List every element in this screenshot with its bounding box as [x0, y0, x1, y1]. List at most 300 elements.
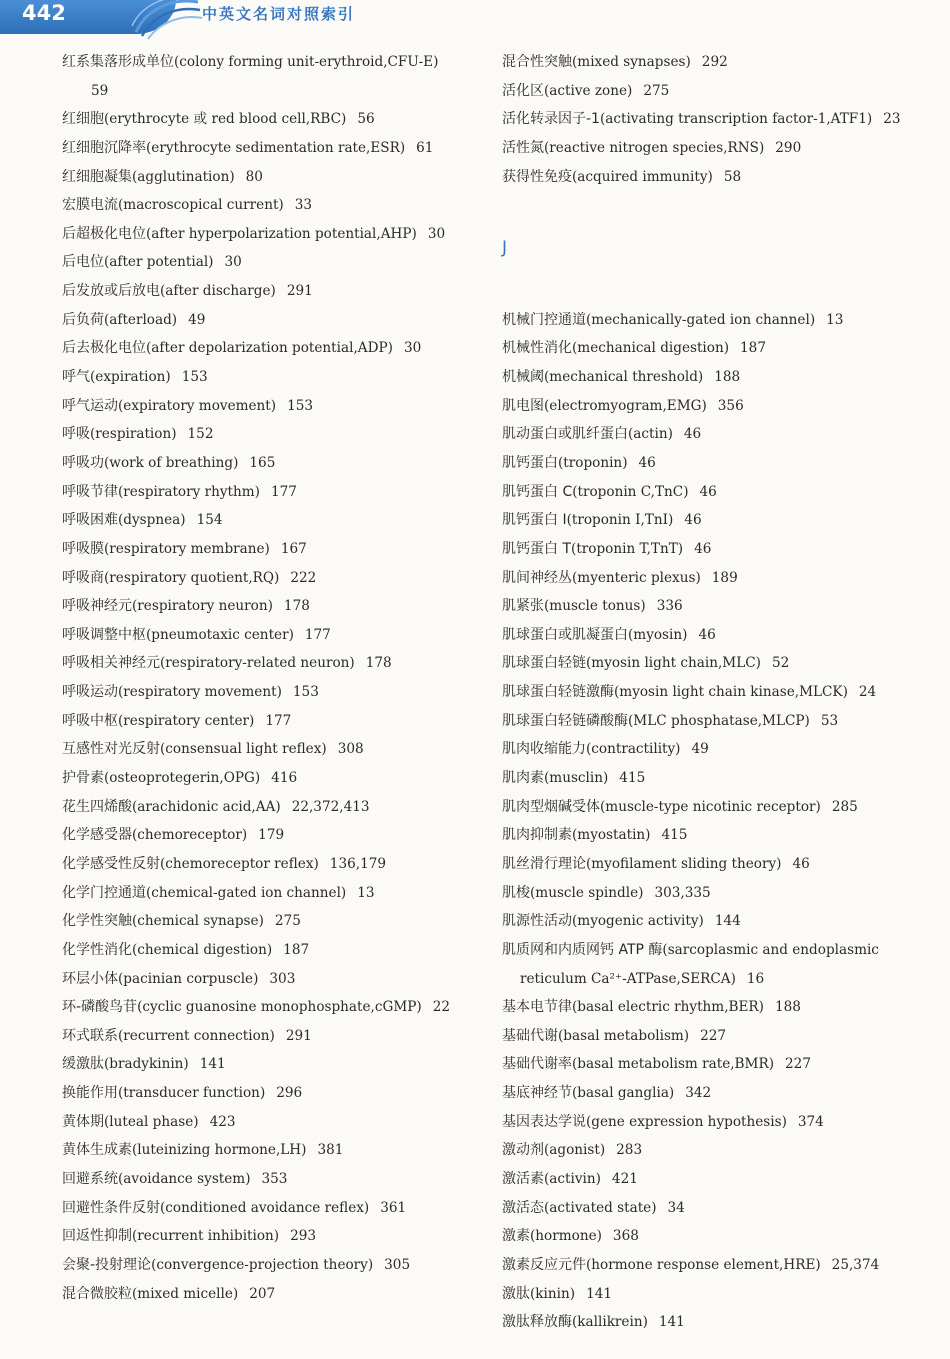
- entry-term-en: (kallikrein): [572, 1314, 648, 1331]
- index-entry: [62, 735, 492, 764]
- entry-term-en: (muscle-type nicotinic receptor): [600, 798, 821, 815]
- index-entry: [502, 793, 922, 822]
- entry-term-zh: 肌钙蛋白 T: [502, 540, 572, 557]
- entry-page-ref: 23: [883, 111, 901, 128]
- index-entry: [502, 564, 922, 593]
- index-entry: [62, 1079, 492, 1108]
- entry-term-zh: 呼吸节律: [62, 483, 118, 500]
- entry-term-zh: 激素反应元件: [502, 1256, 586, 1273]
- entry-term-en: (mixed micelle): [132, 1285, 239, 1302]
- entry-page-ref: 16: [746, 970, 765, 987]
- entry-page-ref: 165: [249, 454, 276, 471]
- entry-term-en: (consensual light reflex): [160, 741, 327, 758]
- entry-page-ref: 22,372,413: [291, 798, 370, 815]
- entry-term-en: reticulum Ca²⁺-ATPase,SERCA): [520, 970, 736, 987]
- entry-term-zh: 呼吸困难: [62, 512, 118, 529]
- entry-term-en: (respiratory center): [118, 712, 255, 729]
- index-entry: [502, 707, 922, 736]
- entry-page-ref: 167: [280, 540, 307, 557]
- index-entry: [62, 993, 492, 1022]
- entry-page-ref: 153: [287, 397, 314, 414]
- entry-page-ref: 178: [365, 655, 392, 672]
- entry-term-zh: 获得性免疫: [502, 168, 572, 185]
- entry-term-en: (osteoprotegerin,OPG): [104, 770, 261, 787]
- index-entry: [62, 334, 492, 363]
- index-entry: [62, 621, 492, 650]
- entry-term-en: (gene expression hypothesis): [586, 1113, 787, 1130]
- entry-page-ref: 177: [304, 626, 331, 643]
- entry-term-en: (troponin): [558, 454, 628, 471]
- entry-page-ref: 56: [357, 111, 375, 128]
- index-entry: [62, 535, 492, 564]
- entry-page-ref: 227: [700, 1027, 727, 1044]
- entry-page-ref: 49: [188, 311, 206, 328]
- entry-term-en: (MLC phosphatase,MLCP): [628, 712, 810, 729]
- index-entry: [502, 392, 922, 421]
- entry-page-ref: 305: [384, 1256, 411, 1273]
- entry-page-ref: 141: [658, 1314, 685, 1331]
- entry-term-en: (work of breathing): [104, 454, 239, 471]
- entry-term-en: (mechanical digestion): [572, 340, 730, 357]
- entry-term-zh: 肌肉素: [502, 770, 544, 787]
- entry-term-zh: 肌球蛋白轻链激酶: [502, 684, 614, 701]
- entry-page-ref: 188: [774, 999, 801, 1016]
- index-entry: [502, 134, 922, 163]
- entry-term-en: (erythrocyte 或 red blood cell,RBC): [104, 111, 347, 128]
- entry-term-en: (luteinizing hormone,LH): [132, 1142, 307, 1159]
- index-entry: [62, 850, 492, 879]
- index-entry: [502, 649, 922, 678]
- entry-term-zh: 激动剂: [502, 1142, 544, 1159]
- index-entry: [62, 48, 492, 77]
- entry-term-zh: 回避系统: [62, 1170, 118, 1187]
- entry-page-ref: 188: [714, 369, 741, 386]
- entry-term-zh: 黄体期: [62, 1113, 104, 1130]
- entry-term-zh: 激活素: [502, 1171, 544, 1187]
- entry-term-en: (chemoreceptor): [132, 827, 248, 844]
- index-entry: [502, 907, 922, 936]
- index-entry: [502, 993, 922, 1022]
- entry-term-en: (respiratory neuron): [132, 598, 273, 615]
- index-entry: [502, 506, 922, 535]
- entry-term-zh: 肌钙蛋白 C: [502, 483, 573, 500]
- entry-page-ref: 177: [270, 483, 297, 500]
- entry-page-ref: 80: [245, 168, 263, 185]
- entry-term-zh: 互感性对光反射: [62, 741, 160, 758]
- entry-term-zh: 呼吸运动: [62, 684, 118, 701]
- entry-term-en: (contractility): [586, 741, 681, 758]
- index-entry: [502, 1222, 922, 1251]
- entry-term-zh: 回避性条件反射: [62, 1199, 160, 1216]
- entry-term-zh: 活化转录因子-1: [502, 111, 600, 128]
- index-entry: [62, 564, 492, 593]
- index-entry: [62, 306, 492, 335]
- index-entry: [62, 1108, 492, 1137]
- entry-page-ref: 49: [691, 741, 709, 758]
- index-entry: [62, 420, 492, 449]
- index-entry: [502, 592, 922, 621]
- entry-term-zh: 红系集落形成单位: [62, 54, 174, 70]
- entry-term-zh: 会聚-投射理论: [62, 1256, 152, 1273]
- index-entry: [62, 191, 492, 220]
- entry-page-ref: 34: [667, 1199, 685, 1216]
- right-column-j-entries: [502, 306, 922, 1337]
- index-entry: [62, 965, 492, 994]
- entry-term-en: (after depolarization potential,ADP): [146, 340, 393, 357]
- entry-term-en: (active zone): [544, 82, 633, 99]
- entry-term-en: (mechanical threshold): [544, 369, 704, 386]
- page-header: [0, 0, 950, 40]
- swirl-logo-icon: [128, 0, 204, 40]
- entry-page-ref: 336: [656, 598, 683, 615]
- index-entry: [502, 420, 922, 449]
- entry-term-en: (expiratory movement): [118, 397, 277, 414]
- entry-page-ref: 46: [683, 426, 702, 443]
- entry-term-en: (dyspnea): [118, 512, 186, 529]
- page-number: 442: [22, 1, 66, 25]
- entry-term-zh: 呼吸中枢: [62, 712, 118, 729]
- entry-term-zh: 呼吸膜: [62, 540, 104, 557]
- entry-term-zh: 基本电节律: [502, 999, 572, 1016]
- entry-term-en: (luteal phase): [104, 1113, 199, 1130]
- entry-term-en: (cyclic guanosine monophosphate,cGMP): [137, 999, 422, 1016]
- index-entry: [62, 793, 492, 822]
- index-entry: [62, 936, 492, 965]
- index-entry: [502, 1251, 922, 1280]
- entry-term-en: (erythrocyte sedimentation rate,ESR): [146, 139, 406, 156]
- entry-term-zh: 机械性消化: [502, 340, 572, 357]
- entry-page-ref: 293: [290, 1228, 317, 1245]
- entry-page-ref: 33: [294, 197, 313, 214]
- entry-term-en: (conditioned avoidance reflex): [160, 1199, 370, 1216]
- entry-page-ref: 53: [820, 712, 839, 729]
- entry-page-ref: 368: [612, 1228, 639, 1245]
- entry-page-ref: 178: [283, 598, 310, 615]
- entry-term-zh: 宏膜电流: [62, 197, 118, 214]
- entry-term-zh: 激肽: [502, 1285, 530, 1302]
- entry-page-ref: 361: [380, 1199, 407, 1216]
- index-entry: [502, 850, 922, 879]
- index-entry: [502, 105, 922, 134]
- entry-term-zh: 换能作用: [62, 1085, 118, 1102]
- left-column: [62, 48, 492, 1308]
- entry-term-en: (chemical digestion): [132, 941, 273, 958]
- entry-term-en: (agonist): [544, 1142, 606, 1159]
- entry-term-en: (pacinian corpuscle): [118, 970, 259, 987]
- index-entry: [62, 449, 492, 478]
- entry-page-ref: 179: [258, 827, 285, 844]
- entry-page-ref: 61: [416, 139, 434, 156]
- entry-page-ref: 136,179: [329, 855, 387, 872]
- entry-term-en: (respiratory movement): [118, 684, 282, 701]
- index-entry: [62, 363, 492, 392]
- entry-term-zh: 后负荷: [62, 311, 104, 328]
- index-entry: [62, 678, 492, 707]
- entry-page-ref: 24: [858, 684, 877, 701]
- index-entry: [502, 163, 922, 192]
- entry-term-en: (pneumotaxic center): [146, 626, 294, 643]
- entry-term-zh: 回返性抑制: [62, 1228, 132, 1245]
- index-entry: [502, 764, 922, 793]
- entry-term-zh: 呼吸神经元: [62, 598, 132, 615]
- entry-term-en: (respiratory-related neuron): [160, 655, 355, 672]
- entry-term-en: (basal metabolism rate,BMR): [572, 1056, 775, 1073]
- entry-page-ref: 30: [427, 225, 446, 242]
- index-entry: [502, 535, 922, 564]
- entry-term-zh: 肌球蛋白或肌凝蛋白: [502, 626, 628, 643]
- entry-term-en: (recurrent inhibition): [132, 1228, 280, 1245]
- entry-term-en: (mechanically-gated ion channel): [586, 311, 816, 328]
- entry-page-ref: 416: [271, 770, 298, 787]
- entry-term-en: (electromyogram,EMG): [544, 397, 707, 414]
- entry-term-zh: 呼吸: [62, 426, 90, 443]
- index-entry: [502, 1308, 922, 1337]
- entry-term-zh: 肌球蛋白轻链: [502, 655, 586, 672]
- entry-term-zh: 红细胞: [62, 111, 104, 128]
- entry-page-ref: 374: [797, 1113, 824, 1130]
- entry-page-ref: 13: [826, 311, 844, 328]
- index-entry: [502, 363, 922, 392]
- index-entry: [502, 1079, 922, 1108]
- index-entry: [62, 1280, 492, 1309]
- entry-page-ref: 141: [586, 1285, 613, 1302]
- entry-term-zh: 混合性突触: [502, 54, 572, 70]
- index-entry: [502, 77, 922, 106]
- index-entry: [62, 879, 492, 908]
- entry-page-ref: 275: [274, 913, 301, 930]
- entry-term-en: (agglutination): [132, 168, 235, 185]
- index-entry: [62, 1251, 492, 1280]
- entry-page-ref: 381: [317, 1142, 344, 1159]
- index-entry: [502, 1194, 922, 1223]
- entry-term-en: (myenteric plexus): [572, 569, 701, 586]
- entry-term-zh: 肌源性活动: [502, 913, 572, 930]
- entry-term-zh: 基因表达学说: [502, 1113, 586, 1130]
- entry-term-en: (activating transcription factor-1,ATF1): [599, 111, 873, 128]
- entry-term-zh: 后去极化电位: [62, 340, 146, 357]
- index-entry: [502, 621, 922, 650]
- entry-term-zh: 基础代谢率: [502, 1056, 572, 1073]
- entry-term-en: (transducer function): [118, 1085, 266, 1102]
- index-entry: [502, 1108, 922, 1137]
- entry-term-en: (chemical synapse): [132, 913, 264, 930]
- entry-term-zh: 肌钙蛋白: [502, 454, 558, 471]
- entry-page-ref: 222: [290, 569, 317, 586]
- index-entry: [62, 1050, 492, 1079]
- entry-page-ref: 58: [723, 168, 742, 185]
- index-entry: [502, 1050, 922, 1079]
- entry-term-en: (chemoreceptor reflex): [160, 855, 319, 872]
- right-column: [502, 48, 922, 1337]
- entry-term-zh: 花生四烯酸: [62, 798, 132, 815]
- entry-page-ref: 291: [286, 283, 313, 300]
- entry-term-en: (convergence-projection theory): [151, 1256, 374, 1273]
- entry-page-ref: 154: [196, 512, 223, 529]
- index-entry: [502, 821, 922, 850]
- entry-term-zh: 肌丝滑行理论: [502, 855, 586, 872]
- index-entry: [502, 965, 922, 994]
- index-entry: [62, 1194, 492, 1223]
- entry-term-zh: 激素: [502, 1228, 530, 1245]
- entry-term-zh: 红细胞沉降率: [62, 139, 146, 156]
- header-title: 中英文名词对照索引: [202, 5, 356, 23]
- entry-term-en: (myostatin): [572, 827, 651, 844]
- index-entry: [62, 392, 492, 421]
- entry-page-ref: 153: [292, 684, 319, 701]
- entry-term-zh: 化学性突触: [62, 913, 132, 930]
- entry-term-en: (respiration): [90, 426, 177, 443]
- index-entry: [502, 1022, 922, 1051]
- entry-term-en: (after hyperpolarization potential,AHP): [146, 225, 417, 242]
- entry-term-zh: 化学门控通道: [62, 884, 146, 901]
- index-entry: [62, 649, 492, 678]
- entry-term-en: (mixed synapses): [572, 54, 691, 70]
- entry-term-en: (arachidonic acid,AA): [132, 798, 281, 815]
- entry-term-en: (colony forming unit-erythroid,CFU-E): [174, 54, 439, 70]
- index-entry: [62, 1222, 492, 1251]
- entry-term-zh: 肌肉收缩能力: [502, 741, 586, 758]
- entry-page-ref: 187: [740, 340, 766, 357]
- entry-term-en: (after potential): [104, 254, 214, 271]
- entry-page-ref: 275: [643, 82, 670, 99]
- entry-page-ref: 46: [792, 855, 810, 872]
- index-entry: [502, 1136, 922, 1165]
- entry-page-ref: 46: [684, 512, 702, 529]
- entry-page-ref: 296: [276, 1085, 303, 1102]
- entry-term-zh: 呼吸商: [62, 569, 104, 586]
- entry-page-ref: 46: [638, 454, 656, 471]
- entry-term-en: (muscle spindle): [530, 884, 644, 901]
- entry-term-en: (basal electric rhythm,BER): [572, 999, 764, 1016]
- entry-term-en: (myosin light chain,MLC): [586, 655, 761, 672]
- entry-term-en: (afterload): [104, 311, 178, 328]
- entry-term-zh: 肌电图: [502, 397, 544, 414]
- entry-term-zh: 后发放或后放电: [62, 283, 160, 300]
- entry-page-ref: 52: [771, 655, 790, 672]
- index-entry: [62, 907, 492, 936]
- index-entry: [62, 77, 492, 106]
- entry-term-en: (myofilament sliding theory): [586, 855, 782, 872]
- entry-term-en: (respiratory rhythm): [118, 483, 260, 500]
- entry-term-zh: 机械阈: [502, 369, 544, 386]
- entry-term-zh: 肌紧张: [502, 598, 544, 615]
- entry-term-zh: 呼吸调整中枢: [62, 626, 146, 643]
- section-gap: [502, 191, 922, 220]
- entry-term-zh: 肌球蛋白轻链磷酸酶: [502, 712, 628, 729]
- index-entry: [62, 134, 492, 163]
- entry-page-ref: 177: [265, 712, 292, 729]
- entry-term-zh: 活性氮: [502, 139, 544, 156]
- entry-page-ref: 292: [701, 54, 728, 70]
- index-entry: [502, 879, 922, 908]
- entry-term-en: (hormone): [530, 1228, 602, 1245]
- entry-term-en: (bradykinin): [104, 1056, 189, 1073]
- entry-term-zh: 肌肉型烟碱受体: [502, 798, 600, 815]
- entry-term-zh: 呼气运动: [62, 397, 118, 414]
- entry-page-ref: 30: [403, 340, 422, 357]
- entry-term-zh: 化学感受器: [62, 827, 132, 844]
- entry-term-en: (troponin C,TnC): [572, 483, 689, 500]
- entry-page-ref: 30: [224, 254, 242, 271]
- entry-term-en: (sarcoplasmic and endoplasmic: [662, 941, 879, 958]
- entry-term-en: (after discharge): [160, 283, 276, 300]
- entry-page-ref: 207: [249, 1285, 276, 1302]
- entry-term-zh: 后电位: [62, 254, 104, 271]
- entry-page-ref: 189: [711, 569, 738, 586]
- entry-term-zh: 肌梭: [502, 884, 530, 901]
- entry-term-en: (activin): [544, 1171, 601, 1187]
- entry-term-zh: 环层小体: [62, 970, 118, 987]
- entry-page-ref: 141: [199, 1056, 226, 1073]
- entry-page-ref: 46: [699, 483, 717, 500]
- index-entry: [62, 248, 492, 277]
- entry-term-zh: 混合微胶粒: [62, 1285, 132, 1302]
- index-entry: [62, 707, 492, 736]
- entry-term-zh: 护骨素: [62, 770, 104, 787]
- entry-term-zh: 环式联系: [62, 1027, 118, 1044]
- entry-page-ref: 152: [187, 426, 214, 443]
- entry-term-zh: 激肽释放酶: [502, 1314, 572, 1331]
- entry-term-en: (expiration): [90, 369, 171, 386]
- entry-page-ref: 303: [269, 970, 296, 987]
- entry-term-en: (myogenic activity): [572, 913, 704, 930]
- entry-term-zh: 基底神经节: [502, 1085, 572, 1102]
- index-entry: [502, 478, 922, 507]
- entry-page-ref: 22: [432, 999, 451, 1016]
- entry-term-zh: 机械门控通道: [502, 311, 586, 328]
- entry-page-ref: 303,335: [654, 884, 711, 901]
- entry-page-ref: 13: [357, 884, 375, 901]
- entry-term-zh: 环-磷酸鸟苷: [62, 999, 138, 1016]
- index-entry: [502, 678, 922, 707]
- index-entry: [62, 821, 492, 850]
- entry-page-ref: 283: [616, 1142, 643, 1159]
- entry-term-en: (basal ganglia): [572, 1085, 675, 1102]
- index-entry: [502, 449, 922, 478]
- index-entry: [62, 220, 492, 249]
- index-entry: [62, 592, 492, 621]
- entry-page-ref: 342: [685, 1085, 712, 1102]
- entry-term-en: (kinin): [530, 1285, 576, 1302]
- entry-page-ref: 59: [91, 82, 109, 99]
- entry-term-en: (respiratory quotient,RQ): [104, 569, 280, 586]
- entry-term-en: (avoidance system): [118, 1170, 251, 1187]
- entry-page-ref: 227: [785, 1056, 811, 1073]
- index-entry: [502, 1165, 922, 1194]
- index-entry: [62, 1022, 492, 1051]
- entry-term-zh: 呼吸相关神经元: [62, 655, 160, 672]
- section-gap: [502, 277, 922, 306]
- entry-term-zh: 缓激肽: [62, 1056, 104, 1073]
- entry-page-ref: 25,374: [831, 1256, 880, 1273]
- entry-term-zh: 活化区: [502, 82, 544, 99]
- entry-term-en: (troponin T,TnT): [571, 540, 684, 557]
- entry-page-ref: 356: [717, 397, 744, 414]
- entry-term-en: (respiratory membrane): [104, 540, 270, 557]
- index-entry: [502, 48, 922, 77]
- entry-term-zh: 肌钙蛋白 I: [502, 512, 567, 529]
- index-entry: [62, 478, 492, 507]
- entry-term-zh: 化学感受性反射: [62, 855, 160, 872]
- entry-page-ref: 415: [619, 770, 646, 787]
- entry-term-en: (hormone response element,HRE): [586, 1256, 821, 1273]
- entry-page-ref: 285: [831, 798, 858, 815]
- entry-page-ref: 144: [714, 913, 741, 930]
- index-entry: [62, 1136, 492, 1165]
- entry-page-ref: 308: [337, 741, 364, 758]
- entry-page-ref: 187: [283, 941, 310, 958]
- entry-term-en: (chemical-gated ion channel): [146, 884, 347, 901]
